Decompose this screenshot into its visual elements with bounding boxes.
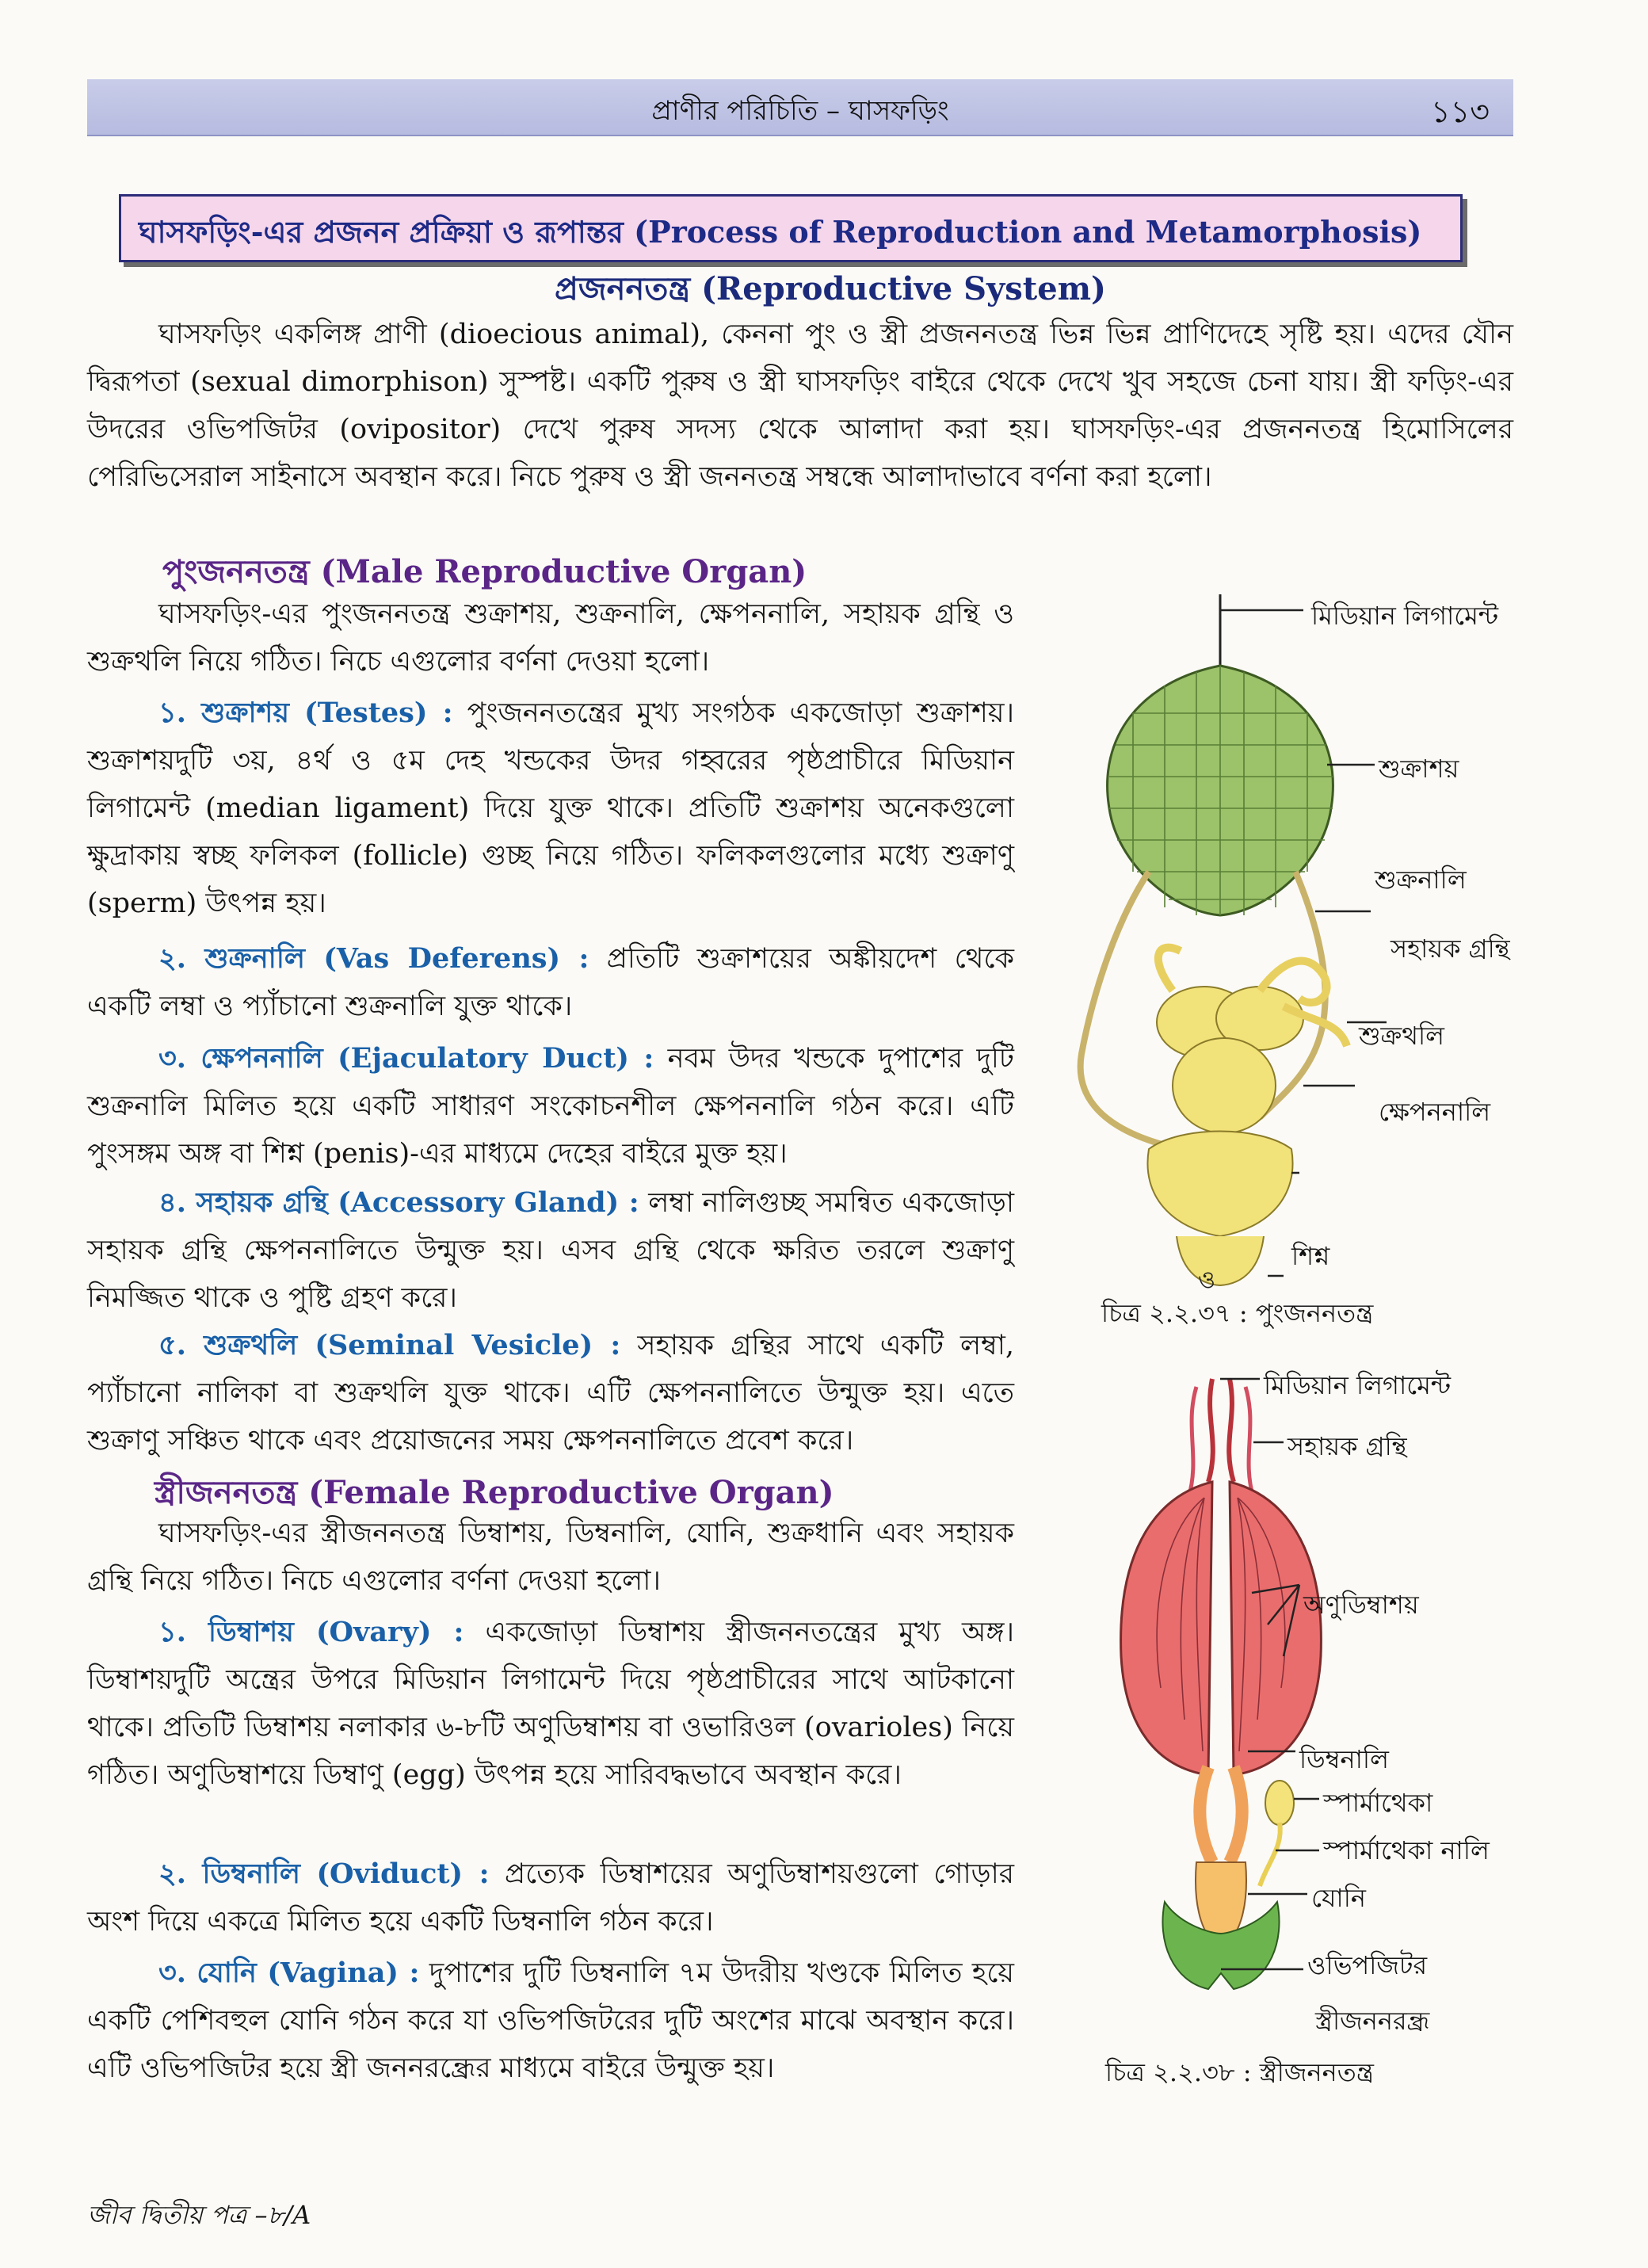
- female-label-spermatheca-duct: স্পার্মাথেকা নালি: [1323, 1835, 1490, 1865]
- female-intro-paragraph: ঘাসফড়িং-এর স্ত্রীজননতন্ত্র ডিম্বাশয়, ডিম্বনালি, যোনি, শুক্রধানি এবং সহায়ক গ্রন্থি নিয়ে গঠিত। নিচে এগুলোর বর্ণনা দেওয়া হলো।: [87, 1518, 1014, 1597]
- page-header: [87, 79, 1513, 136]
- female-label-ovipositor: ওভিপজিটর: [1307, 1950, 1428, 1980]
- chapter-heading: [139, 209, 1421, 260]
- female-label-accessory-gland: সহায়ক গ্রন্থি: [1288, 1431, 1407, 1461]
- male-label-seminal-vesicle: শুক্রথলি: [1359, 1021, 1445, 1051]
- male-label-accessory-gland: সহায়ক গ্রন্থি: [1390, 934, 1510, 964]
- female-figure-caption: চিত্র ২.২.৩৮ : স্ত্রীজননতন্ত্র: [1105, 2057, 1374, 2087]
- chapter-heading-en: (Process of Reproduction and Metamorphosis): [634, 214, 1422, 250]
- repro-intro-paragraph: ঘাসফড়িং একলিঙ্গ প্রাণী (dioecious animal), কেননা পুং ও স্ত্রী প্রজননতন্ত্র ভিন্ন ভিন্ন প্রাণিদেহে সৃষ্টি হয়। এদের যৌন দ্বিরূপতা (sexual dimorphison) সুস্পষ্ট। একটি পুরুষ ও স্ত্রী ঘাসফড়িং বাইরে থেকে দেখে খুব সহজে চেনা যায়। স্ত্রী ফড়িং-এর উদরের ওভিপজিটর (ovipositor) দেখে পুরুষ সদস্য থেকে আলাদা করা হয়। ঘাসফড়িং-এর প্রজননতন্ত্র হিমোসিলের পেরিভিসেরাল সাইনাসে অবস্থান করে। নিচে পুরুষ ও স্ত্রী জননতন্ত্র সম্বন্ধে আলাদাভাবে বর্ণনা করা হলো।: [87, 319, 1513, 493]
- male-item-seminal-vesicle: [87, 1322, 1014, 1464]
- female-item-text: প্রত্যেক ডিম্বাশয়ের অণুডিম্বাশয়গুলো গোড়ার অংশ দিয়ে একত্রে মিলিত হয়ে একটি ডিম্বনালি গঠন করে।: [87, 1858, 1014, 1938]
- male-label-testes: শুক্রাশয়: [1379, 754, 1459, 784]
- female-label-ovarioles: অণুডিম্বাশয়: [1303, 1590, 1419, 1620]
- chapter-heading-bn: ঘাসফড়িং-এর প্রজনন প্রক্রিয়া ও রূপান্তর: [139, 214, 624, 250]
- male-item-title: ৩. ক্ষেপননালি (Ejaculatory Duct) :: [158, 1042, 654, 1075]
- male-figure-caption: চিত্র ২.২.৩৭ : পুংজননতন্ত্র: [1101, 1298, 1374, 1328]
- page-number: ১১৩: [1430, 94, 1490, 129]
- svg-text:ও: ও: [1198, 1266, 1216, 1294]
- male-intro-paragraph: ঘাসফড়িং-এর পুংজননতন্ত্র শুক্রাশয়, শুক্রনালি, ক্ষেপননালি, সহায়ক গ্রন্থি ও শুক্রথলি নিয়ে গঠিত। নিচে এগুলোর বর্ণনা দেওয়া হলো।: [87, 598, 1014, 678]
- male-item-text: নবম উদর খন্ডকে দুপাশের দুটি শুক্রনালি মিলিত হয়ে একটি সাধারণ সংকোচনশীল ক্ষেপননালি গঠন করে। এটি পুংসঙ্গম অঙ্গ বা শিশ্ন (penis)-এর মাধ্যমে দেহের বাইরে মুক্ত হয়।: [87, 1043, 1014, 1170]
- male-item-testes: [87, 689, 1014, 927]
- female-item-ovary: [87, 1609, 1014, 1799]
- header-title: প্রাণীর পরিচিতি – ঘাসফড়িং: [651, 95, 949, 127]
- male-item-text: লম্বা নালিগুচ্ছ সমন্বিত একজোড়া সহায়ক গ্রন্থি ক্ষেপননালিতে উন্মুক্ত হয়। এসব গ্রন্থি থেকে ক্ষরিত তরলে শুক্রাণু নিমজ্জিত থাকে ও পুষ্টি গ্রহণ করে।: [87, 1187, 1014, 1314]
- male-heading: পুংজননতন্ত্র (Male Reproductive Organ): [162, 553, 807, 590]
- male-item-text: পুংজননতন্ত্রের মুখ্য সংগঠক একজোড়া শুক্রাশয়। শুক্রাশয়দুটি ৩য়, ৪র্থ ও ৫ম দেহ খন্ডকের উদর গহ্বরের পৃষ্ঠপ্রাচীরে মিডিয়ান লিগামেন্ট (median ligament) দিয়ে যুক্ত থাকে। প্রতিটি শুক্রাশয় অনেকগুলো ক্ষুদ্রাকায় স্বচ্ছ ফলিকল (follicle) গুচ্ছ নিয়ে গঠিত। ফলিকলগুলোর মধ্যে শুক্রাণু (sperm) উৎপন্ন হয়।: [87, 697, 1014, 919]
- female-item-title: ৩. যোনি (Vagina) :: [158, 1957, 420, 1989]
- female-label-spermatheca: স্পার্মাথেকা: [1323, 1788, 1433, 1818]
- female-item-text: একজোড়া ডিম্বাশয় স্ত্রীজননতন্ত্রের মুখ্য অঙ্গ। ডিম্বাশয়দুটি অন্ত্রের উপরে মিডিয়ান লিগামেন্ট দিয়ে পৃষ্ঠপ্রাচীরের সাথে আটকানো থাকে। প্রতিটি ডিম্বাশয় নলাকার ৬-৮টি অণুডিম্বাশয় বা ওভারিওল (ovarioles) নিয়ে গঠিত। অণুডিম্বাশয়ে ডিম্বাণু (egg) উৎপন্ন হয়ে সারিবদ্ধভাবে অবস্থান করে।: [87, 1617, 1014, 1791]
- female-item-title: ১. ডিম্বাশয় (Ovary) :: [158, 1616, 464, 1648]
- female-label-genital-pore: স্ত্রীজননরন্ধ্র: [1315, 2006, 1430, 2036]
- male-item-accessory-gland: [87, 1179, 1014, 1322]
- female-label-vagina: যোনি: [1311, 1883, 1366, 1913]
- female-heading: স্ত্রীজননতন্ত্র (Female Reproductive Organ): [154, 1474, 834, 1511]
- male-item-title: ২. শুক্রনালি (Vas Deferens) :: [158, 942, 589, 975]
- female-label-oviduct: ডিম্বনালি: [1299, 1744, 1389, 1774]
- male-label-vas-deferens: শুক্রনালি: [1375, 865, 1467, 895]
- male-item-text: সহায়ক গ্রন্থির সাথে একটি লম্বা, প্যাঁচানো নালিকা বা শুক্রথলি যুক্ত থাকে। এটি ক্ষেপননালিতে উন্মুক্ত হয়। এতে শুক্রাণু সঞ্চিত থাকে এবং প্রয়োজনের সময় ক্ষেপননালিতে প্রবেশ করে।: [87, 1330, 1014, 1457]
- female-item-title: ২. ডিম্বনালি (Oviduct) :: [158, 1858, 490, 1890]
- female-reproductive-figure: [1022, 1355, 1513, 2037]
- female-item-oviduct: [87, 1850, 1014, 1945]
- male-label-penis: শিশ্ন: [1291, 1241, 1330, 1271]
- page-footer: জীব দ্বিতীয় পত্র –৮/A: [87, 2200, 311, 2230]
- male-item-title: ১. শুক্রাশয় (Testes) :: [158, 697, 453, 729]
- section-heading-reproductive-system: [555, 264, 1106, 317]
- section-heading-bn: প্রজননতন্ত্র: [555, 270, 691, 307]
- female-item-text: দুপাশের দুটি ডিম্বনালি ৭ম উদরীয় খণ্ডকে মিলিত হয়ে একটি পেশিবহুল যোনি গঠন করে যা ওভিপজিটরের দুটি অংশের মাঝে অবস্থান করে। এটি ওভিপজিটর হয়ে স্ত্রী জননরন্ধ্রের মাধ্যমে বাইরে উন্মুক্ত হয়।: [87, 1957, 1014, 2084]
- male-item-title: ৫. শুক্রথলি (Seminal Vesicle) :: [158, 1329, 621, 1361]
- chapter-heading-box: [119, 194, 1463, 262]
- male-item-vas-deferens: [87, 935, 1014, 1030]
- male-label-ejaculatory-duct: ক্ষেপননালি: [1379, 1097, 1491, 1127]
- male-item-ejaculatory-duct: [87, 1035, 1014, 1178]
- female-label-median-ligament: মিডিয়ান লিগামেন্ট: [1264, 1370, 1452, 1400]
- male-label-median-ligament: মিডিয়ান লিগামেন্ট: [1311, 601, 1499, 631]
- male-item-title: ৪. সহায়ক গ্রন্থি (Accessory Gland) :: [158, 1186, 639, 1219]
- section-heading-en: (Reproductive System): [701, 270, 1106, 307]
- female-item-vagina: [87, 1949, 1014, 2092]
- male-item-text: প্রতিটি শুক্রাশয়ের অঙ্কীয়দেশ থেকে একটি লম্বা ও প্যাঁচানো শুক্রনালি যুক্ত থাকে।: [87, 943, 1014, 1022]
